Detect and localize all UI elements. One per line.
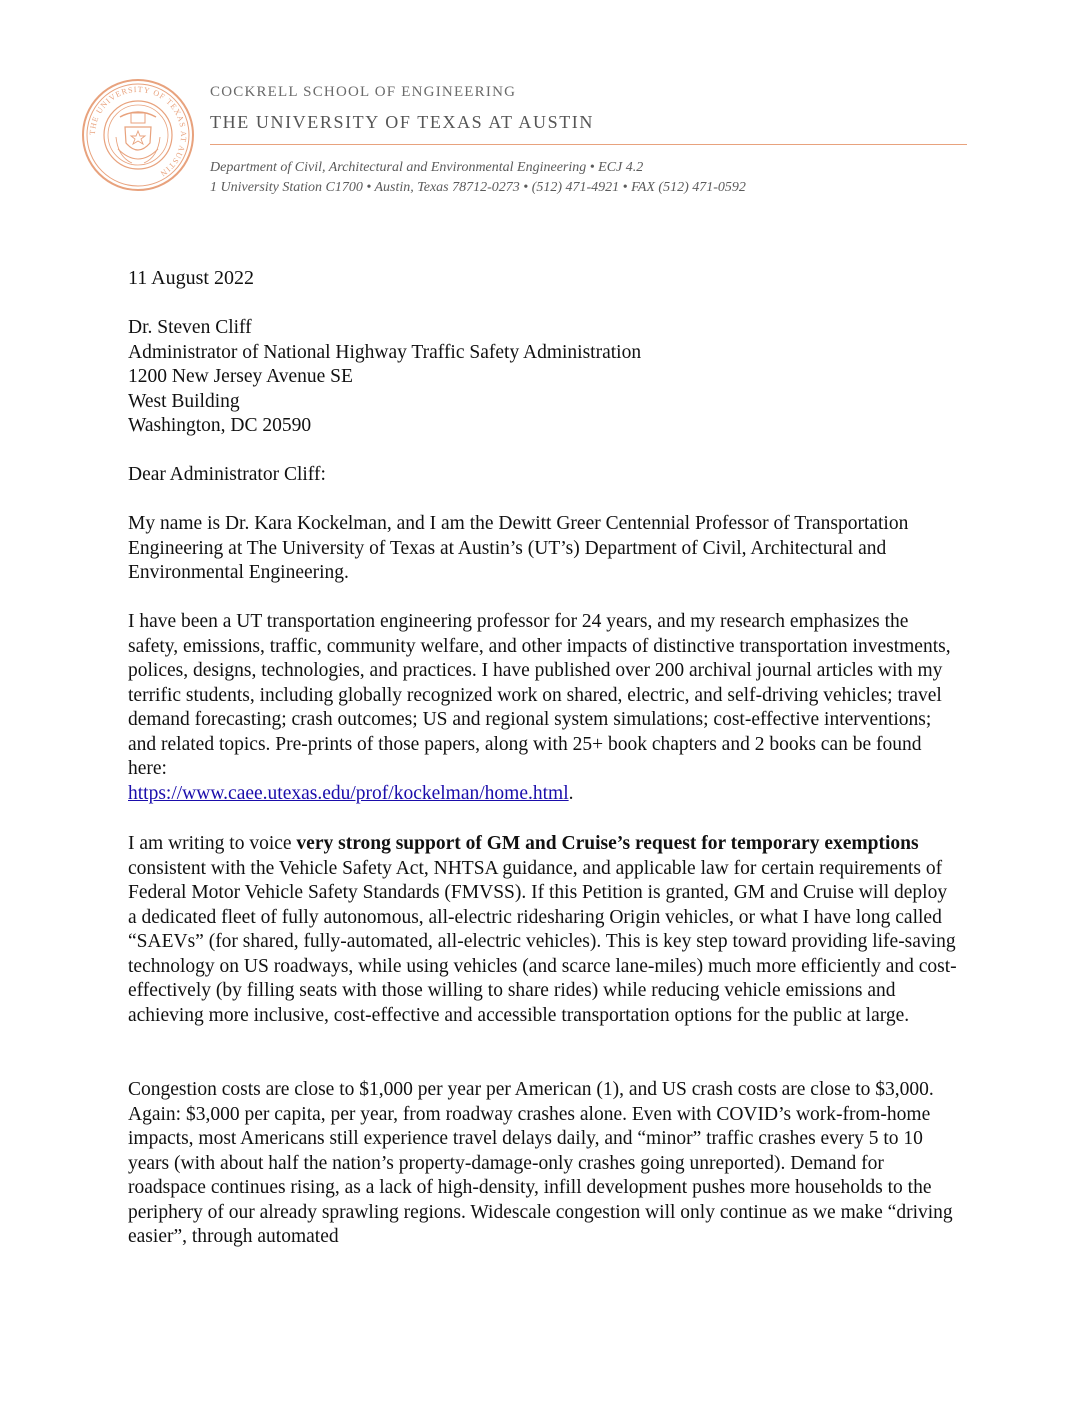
paragraph-intro [128, 512, 958, 586]
letterhead-divider [210, 144, 967, 145]
support-intro: I am writing to voice [128, 833, 297, 854]
department-line: Department of Civil, Architectural and Environmental Engineering • ECJ 4.2 [210, 160, 644, 175]
recipient-building: West Building [128, 390, 240, 412]
address-line: 1 University Station C1700 • Austin, Texas 78712-0273 • (512) 471-4921 • FAX (512) 471-0592 [210, 180, 746, 195]
paragraph-text: Congestion costs are close to $1,000 per year per American (1), and US crash costs are close to $3,000. Again: $3,000 per capita, per year, from roadway crashes alone. Even with COVID’s work-from-home impacts, most Americans still experience travel delays daily, and “minor” traffic crashes every 5 to 10 years (with about half the nation’s property-damage-only crashes going unreported). Demand for roadspace continues rising, as a lack of high-density, infill development pushes more households to the periphery of our already sprawling regions. Widescale congestion will only continue as we make “driving easier”, through automated [128, 1079, 953, 1247]
recipient-address-block [128, 316, 958, 439]
seal-text: THE UNIVERSITY OF TEXAS AT AUSTIN [87, 84, 189, 179]
letter-date: 11 August 2022 [128, 267, 254, 289]
paragraph-text: My name is Dr. Kara Kockelman, and I am the Dewitt Greer Centennial Professor of Transportation Engineering at The University of Texas at Austin’s (UT’s) Department of Civil, Architectural and Environmental Engineering. [128, 513, 909, 583]
school-name: COCKRELL SCHOOL OF ENGINEERING [210, 84, 517, 100]
paragraph-body: I have been a UT transportation engineering professor for 24 years, and my research emphasizes the safety, emissions, traffic, community welfare, and other impacts of distinctive transportation investments, polices, designs, technologies, and practices. I have published over 200 archival journal articles with my terrific students, including globally recognized work on shared, electric, and self-driving vehicles; travel demand forecasting; crash outcomes; US and regional system simulations; cost-effective interventions; and related topics. Pre-prints of those papers, along with 25+ book chapters and 2 books can be found here: [128, 611, 951, 779]
paragraph-text [128, 610, 958, 806]
paragraph-costs [128, 1078, 958, 1250]
paragraph-text [128, 832, 958, 1028]
recipient-name: Dr. Steven Cliff [128, 317, 252, 338]
publications-link[interactable]: https://www.caee.utexas.edu/prof/kockelman/home.html [128, 782, 569, 804]
support-body: consistent with the Vehicle Safety Act, NHTSA guidance, and applicable law for certain requirements of Federal Motor Vehicle Safety Standards (FMVSS). If this Petition is granted, GM and Cruise will deploy a dedicated fleet of fully autonomous, all-electric ridesharing Origin vehicles, or what I have long called “SAEVs” (for shared, fully-automated, all-electric vehicles). This is key step toward providing life-saving technology on US roadways, while using vehicles (and scarce lane-miles) much more efficiently and cost-effectively (by filling seats with those willing to share rides) while reducing vehicle emissions and achieving more inclusive, cost-effective and accessible transportation options for the public at large. [128, 857, 957, 1026]
recipient-street: 1200 New Jersey Avenue SE [128, 366, 353, 387]
support-emphasis: very strong support of GM and Cruise’s request for temporary exemptions [296, 833, 919, 854]
university-name: THE UNIVERSITY OF TEXAS AT AUSTIN [210, 112, 594, 132]
salutation: Dear Administrator Cliff: [128, 464, 326, 485]
recipient-city: Washington, DC 20590 [128, 415, 312, 436]
recipient-title: Administrator of National Highway Traffic Safety Administration [128, 341, 642, 363]
paragraph-background [128, 610, 958, 806]
link-period: . [568, 782, 574, 804]
paragraph-support [128, 832, 958, 1028]
university-seal-logo [80, 77, 196, 193]
